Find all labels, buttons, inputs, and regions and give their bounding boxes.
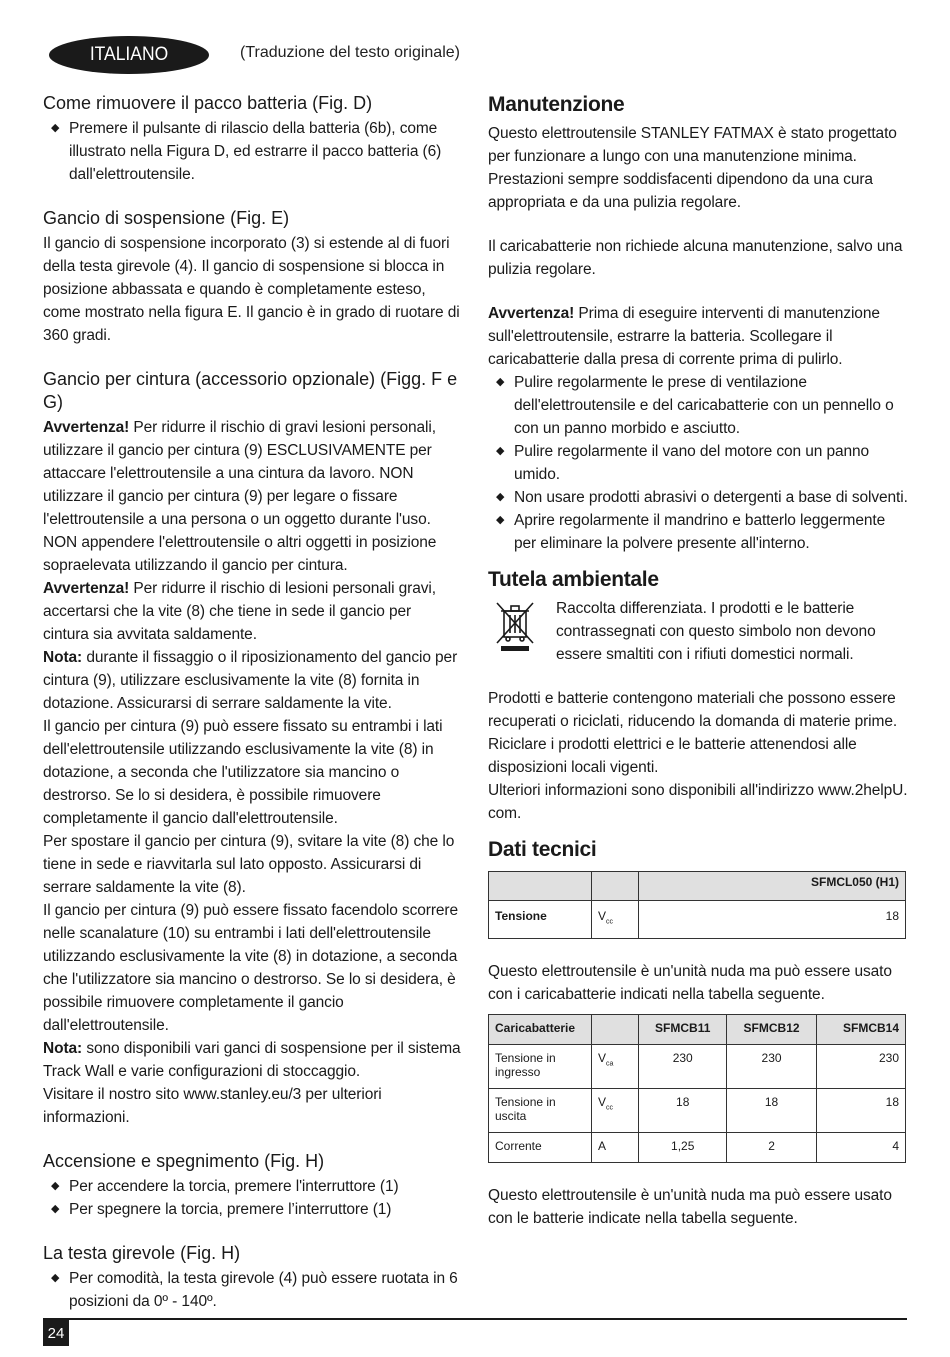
switch-list [43,1175,461,1221]
chargers-table [488,1014,906,1163]
belt-hook-note-1: Nota: durante il fissaggio o il riposizionamento del gancio per cintura (9), utilizzare esclusivamente la vite (8) fornita in dotazione. Assicurarsi di serrare saldamente la vite. [43,649,458,712]
belt-hook-warning-2: Avvertenza! Per ridurre il rischio di lesioni personali gravi, accertarsi che la vite (8) che tiene in sede il gancio per cintura sia avvitata saldamente. [43,580,436,643]
battery-removal-heading: Come rimuovere il pacco batteria (Fig. D) [43,93,373,113]
maintenance-list [488,371,908,555]
belt-hook-para-4: Visitare il nostro sito www.stanley.eu/3 per ulteriori informazioni. [43,1086,382,1126]
diamond-bullet-icon: ◆ [496,514,505,526]
row-label: Tensione [489,901,592,939]
diamond-bullet-icon: ◆ [496,491,505,503]
list-item: ◆ Pulire regolarmente le prese di ventilazione dell'elettroutensile e del caricabatterie con un pennello o con un panno morbido e asciutto. [488,371,908,440]
list-item: ◆ Per spegnere la torcia, premere l’interruttore (1) [43,1198,461,1221]
table-row: Tensione in uscita $V_{cc}$ 18 18 18 [489,1089,906,1133]
weee-text: Raccolta differenziata. I prodotti e le batterie contrassegnati con questo simbolo non devono essere smaltiti con i rifiuti domestici normali. [556,600,876,663]
chargers-intro: Questo elettroutensile è un'unità nuda ma può essere usato con i caricabatterie indicati nella tabella seguente. [488,963,892,1003]
language-badge [49,36,209,74]
table-row [489,872,906,901]
environment-heading: Tutela ambientale [488,568,659,591]
belt-hook-para-2: Per spostare il gancio per cintura (9), svitare la vite (8) che lo tiene in sede e riavvitarla sul lato opposto. Assicurarsi di serrare saldamente la vite (8). [43,833,455,896]
page-number: 24 [43,1320,69,1346]
belt-hook-para-1: Il gancio per cintura (9) può essere fissato su entrambi i lati dell'elettroutensile utilizzando esclusivamente la vite (8) in dotazione, a seconda che l'utilizzatore sia mancino o destrorso. Se lo si desidera, è possibile rimuovere completamente il gancio dall'elettroutensile. [43,718,443,827]
list-item: ◆ Per accendere la torcia, premere l'interruttore (1) [43,1175,461,1198]
footer-rule [43,1318,907,1320]
list-item: ◆ Pulire regolarmente il vano del motore con un panno umido. [488,440,908,486]
translation-note: (Traduzione del testo originale) [240,44,460,61]
maintenance-para-2: Il caricabatterie non richiede alcuna manutenzione, salvo una pulizia regolare. [488,238,903,278]
hanging-hook-heading: Gancio di sospensione (Fig. E) [43,208,290,228]
language-label: ITALIANO [89,44,169,65]
hanging-hook-text: Il gancio di sospensione incorporato (3) si estende al di fuori della testa girevole (4). Il gancio di sospensione si blocca in posizione abbassata e quando è completamente esteso, come mostrato nella figura E. Il gancio è in grado di ruotare di 360 gradi. [43,235,460,344]
table-row: Tensione in ingresso $V_{ca}$ 230 230 230 [489,1045,906,1089]
list-item: ◆ Aprire regolarmente il mandrino e batterlo leggermente per eliminare la polvere presente all'interno. [488,509,908,555]
diamond-bullet-icon: ◆ [51,1180,60,1192]
crossed-out-bin-icon [488,599,542,653]
swivel-head-heading: La testa girevole (Fig. H) [43,1243,241,1263]
value-cell: 18 [639,901,906,939]
model-header: SFMCL050 (H1) [639,872,906,901]
belt-hook-warning-1: Avvertenza! Per ridurre il rischio di gravi lesioni personali, utilizzare il gancio per cintura (9) ESCLUSIVAMENTE per attaccare l'elettroutensile a una cintura da lavoro. NON utilizzare il gancio per cintura (9) per legare o fissare l'elettroutensile a una persona o un oggetto durante l'uso. NON appendere l'elettroutensile o altri oggetti in posizione sopraelevata utilizzando il gancio per cintura. [43,419,437,574]
diamond-bullet-icon: ◆ [51,122,60,134]
weee-block [488,597,908,666]
maintenance-warning: Avvertenza! Prima di eseguire interventi di manutenzione sull'elettroutensile, estrarre la batteria. Scollegare il caricabatterie dalla presa di corrente prima di pulirlo. [488,305,880,368]
table-row [489,901,906,939]
maintenance-heading: Manutenzione [488,93,625,116]
battery-removal-list [43,117,461,186]
table-row: Corrente A 1,25 2 4 [489,1133,906,1163]
batteries-intro: Questo elettroutensile è un'unità nuda ma può essere usato con le batterie indicate nella tabella seguente. [488,1187,892,1227]
environment-para-1: Prodotti e batterie contengono materiali che possono essere recuperati o riciclati, riducendo la domanda di materie prime. Riciclare i prodotti elettrici e le batterie attenendosi alle disposizioni locali vigenti. [488,690,898,776]
list-item: ◆ Per comodità, la testa girevole (4) può essere ruotata in 6 posizioni da 0º - 140º. [43,1267,461,1313]
tech-data-table [488,871,906,939]
belt-hook-heading: Gancio per cintura (accessorio opzionale) (Figg. F e G) [43,369,458,412]
list-item: ◆ Premere il pulsante di rilascio della batteria (6b), come illustrato nella Figura D, ed estrarre il pacco batteria (6) dall'elettroutensile. [43,117,461,186]
environment-para-2: Ulteriori informazioni sono disponibili all'indirizzo www.2helpU. com. [488,782,908,822]
table-row: Caricabatterie SFMCB11 SFMCB12 SFMCB14 [489,1015,906,1045]
unit-cell: $V_{cc}$ [592,901,639,939]
belt-hook-note-2: Nota: sono disponibili vari ganci di sospensione per il sistema Track Wall e varie configurazioni di stoccaggio. [43,1040,461,1080]
diamond-bullet-icon: ◆ [51,1272,60,1284]
diamond-bullet-icon: ◆ [51,1203,60,1215]
diamond-bullet-icon: ◆ [496,376,505,388]
diamond-bullet-icon: ◆ [496,445,505,457]
switch-heading: Accensione e spegnimento (Fig. H) [43,1151,325,1171]
tech-data-heading: Dati tecnici [488,838,597,861]
belt-hook-para-3: Il gancio per cintura (9) può essere fissato facendolo scorrere nelle scanalature (10) su entrambi i lati dell'elettroutensile utilizzando esclusivamente la vite (8) in dotazione, a seconda che l'utilizzatore sia mancino o destrorso. Se lo si desidera, è possibile rimuovere completamente il gancio dall'elettroutensile. [43,902,459,1034]
right-column [488,92,908,1230]
left-column [43,92,461,1313]
list-item: ◆ Non usare prodotti abrasivi o detergenti a base di solventi. [488,486,908,509]
maintenance-para-1: Questo elettroutensile STANLEY FATMAX è stato progettato per funzionare a lungo con una manutenzione minima. Prestazioni sempre soddisfacenti dipendono da una cura appropriata e da una pulizia regolare. [488,125,897,211]
swivel-head-list [43,1267,461,1313]
